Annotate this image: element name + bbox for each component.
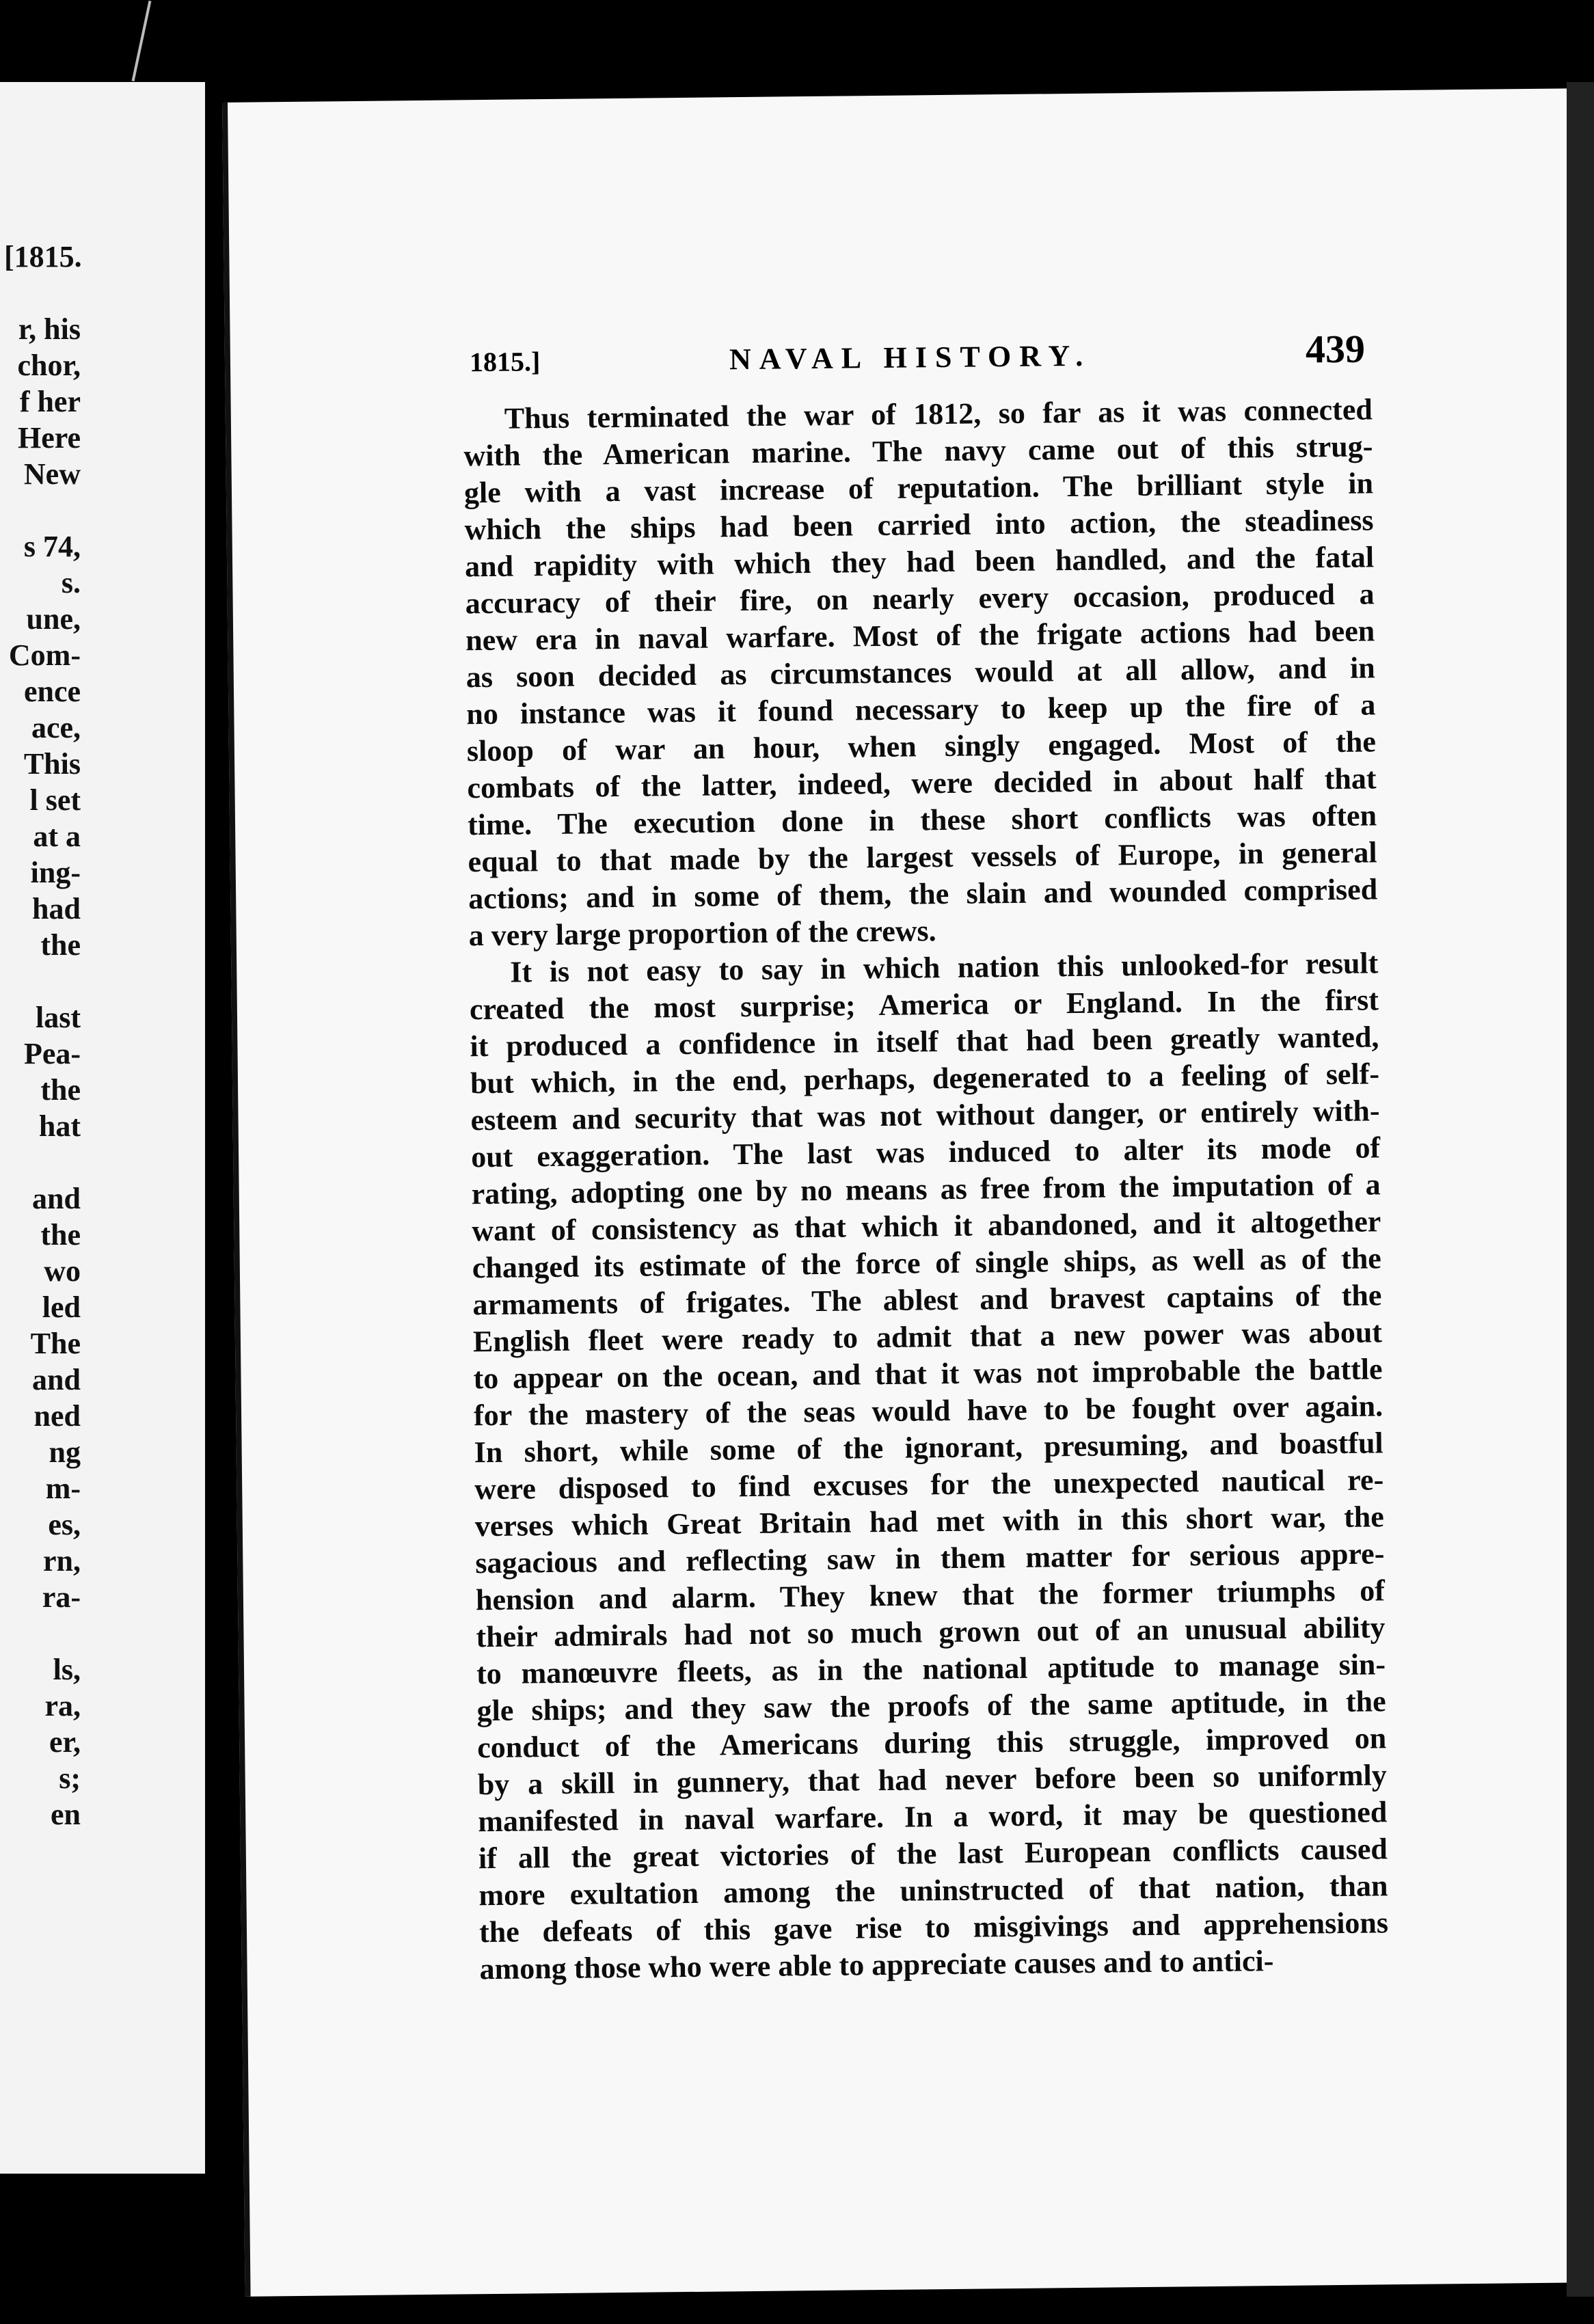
text-line: manifested in naval warfare. In a word, it may be questioned (478, 1795, 1388, 1839)
right-page (222, 88, 1594, 2297)
left-fragment: ence (23, 675, 81, 708)
left-fragment: New (23, 457, 81, 491)
text-line: if all the great victories of the last European conflicts caused (478, 1832, 1388, 1876)
text-line: which the ships had been carried into action, the steadiness (464, 503, 1374, 547)
left-fragment: Com- (8, 638, 81, 672)
left-fragment: This (23, 747, 81, 781)
left-fragment: last (36, 1001, 81, 1034)
page-number: 439 (1305, 326, 1366, 372)
left-fragment: at a (33, 820, 81, 853)
left-fragment: ls, (53, 1653, 81, 1686)
left-fragment: led (42, 1291, 81, 1324)
text-line: to appear on the ocean, and that it was not improbable the battle (473, 1352, 1383, 1396)
left-page-header: [1815. (4, 240, 82, 273)
text-line: no instance was it found necessary to keep up the fire of a (466, 688, 1376, 731)
left-fragment: m- (45, 1472, 81, 1505)
left-fragment: r, his (18, 312, 81, 346)
text-line: among those who were able to appreciate causes and to antici- (479, 1944, 1274, 1986)
left-fragment: ng (49, 1435, 81, 1469)
text-line: armaments of frigates. The ablest and bravest captains of the (472, 1278, 1382, 1322)
left-fragment: f her (19, 385, 81, 418)
text-line: were disposed to find excuses for the unexpected nautical re- (474, 1463, 1384, 1506)
left-fragment: en (51, 1798, 81, 1831)
text-line: rating, adopting one by no means as free from the imputation of a (471, 1167, 1381, 1211)
text-line: accuracy of their fire, on nearly every occasion, produced a (465, 577, 1375, 621)
left-fragment: ra, (44, 1689, 81, 1722)
left-fragment: and (32, 1182, 81, 1215)
body-text (463, 391, 1389, 1988)
text-line: gle with a vast increase of reputation. The brilliant style in (463, 466, 1374, 510)
text-line: combats of the latter, indeed, were decided in about half that (467, 761, 1377, 805)
left-fragment: s. (61, 566, 81, 599)
left-fragment: l set (29, 783, 81, 817)
left-fragment: hat (38, 1109, 81, 1143)
text-line: their admirals had not so much grown out of an unusual ability (476, 1610, 1386, 1654)
text-line: and rapidity with which they had been handled, and the fatal (464, 540, 1375, 584)
text-line: esteem and security that was not without danger, or entirely with- (470, 1094, 1380, 1137)
left-fragment: Pea- (23, 1037, 81, 1070)
text-line: a very large proportion of the crews. (468, 914, 936, 953)
left-fragment: Here (17, 421, 81, 455)
left-fragment: the (40, 928, 81, 962)
left-fragment: wo (44, 1254, 81, 1288)
left-fragment: had (32, 892, 81, 925)
left-fragment: es, (48, 1508, 81, 1541)
text-line: the defeats of this gave rise to misgivings and apprehensions (478, 1906, 1389, 1949)
left-fragment: une, (26, 602, 81, 636)
text-line: more exultation among the uninstructed of that nation, than (478, 1869, 1388, 1913)
text-line: conduct of the Americans during this struggle, improved on (476, 1721, 1387, 1765)
text-line: out exaggeration. The last was induced to alter its mode of (470, 1131, 1381, 1174)
left-fragment (0, 492, 81, 528)
text-line: but which, in the end, perhaps, degenerated to a feeling of self- (470, 1057, 1380, 1100)
text-line: equal to that made by the largest vessels of Europe, in general (468, 835, 1377, 879)
left-fragment: ned (33, 1399, 81, 1433)
text-line: for the mastery of the seas would have to be fought over again. (473, 1389, 1383, 1433)
text-line: with the American marine. The navy came out of this strug- (463, 429, 1373, 473)
left-page-text-fragments (0, 311, 81, 1833)
page-edge (1567, 82, 1594, 2297)
left-fragment: ra- (42, 1580, 81, 1614)
text-line: by a skill in gunnery, that had never before been so uniformly (477, 1758, 1387, 1802)
left-fragment: er, (49, 1725, 81, 1759)
running-head-title: NAVAL HISTORY. (729, 338, 1092, 377)
text-line: to manœuvre fleets, as in the national aptitude to manage sin- (476, 1647, 1386, 1691)
text-line: Thus terminated the war of 1812, so far as it was connected (504, 392, 1373, 435)
film-scratch (132, 1, 152, 81)
left-fragment: ing- (30, 856, 81, 889)
left-fragment (0, 1144, 81, 1180)
text-line: created the most surprise; America or England. In the first (469, 983, 1379, 1027)
left-fragment: and (32, 1363, 81, 1396)
left-fragment (0, 963, 81, 999)
text-line: it produced a confidence in itself that had been greatly wanted, (470, 1020, 1379, 1064)
text-line: want of consistency as that which it abandoned, and it altogether (472, 1204, 1381, 1248)
text-line: sagacious and reflecting saw in them matter for serious appre- (475, 1537, 1385, 1580)
text-line: In short, while some of the ignorant, presuming, and boastful (474, 1426, 1383, 1470)
text-line: time. The execution done in these short conflicts was often (467, 798, 1377, 842)
text-line: as soon decided as circumstances would at all allow, and in (465, 651, 1376, 694)
left-fragment: The (30, 1327, 81, 1360)
text-line: verses which Great Britain had met with in this short war, the (474, 1500, 1385, 1543)
text-line: sloop of war an hour, when singly engaged. Most of the (466, 725, 1377, 768)
text-line: changed its estimate of the force of single ships, as well as of the (472, 1241, 1382, 1285)
left-fragment: the (40, 1073, 81, 1107)
running-head (469, 326, 1366, 394)
left-fragment: s 74, (23, 530, 81, 563)
text-line: actions; and in some of them, the slain and wounded comprised (468, 872, 1378, 916)
text-line: gle ships; and they saw the proofs of the same aptitude, in the (476, 1684, 1386, 1728)
text-line: new era in naval warfare. Most of the frigate actions had been (465, 614, 1375, 658)
left-fragment: rn, (43, 1544, 81, 1578)
left-fragment (0, 1615, 81, 1651)
running-head-year: 1815.] (469, 346, 541, 378)
text-line: English fleet were ready to admit that a new power was about (472, 1315, 1383, 1359)
left-fragment: the (40, 1218, 81, 1252)
left-fragment: s; (59, 1761, 81, 1795)
left-fragment: chor, (17, 349, 81, 382)
left-fragment: ace, (31, 711, 81, 744)
text-line: hension and alarm. They knew that the former triumphs of (475, 1573, 1386, 1617)
text-line: It is not easy to say in which nation this unlooked-for result (510, 946, 1379, 989)
